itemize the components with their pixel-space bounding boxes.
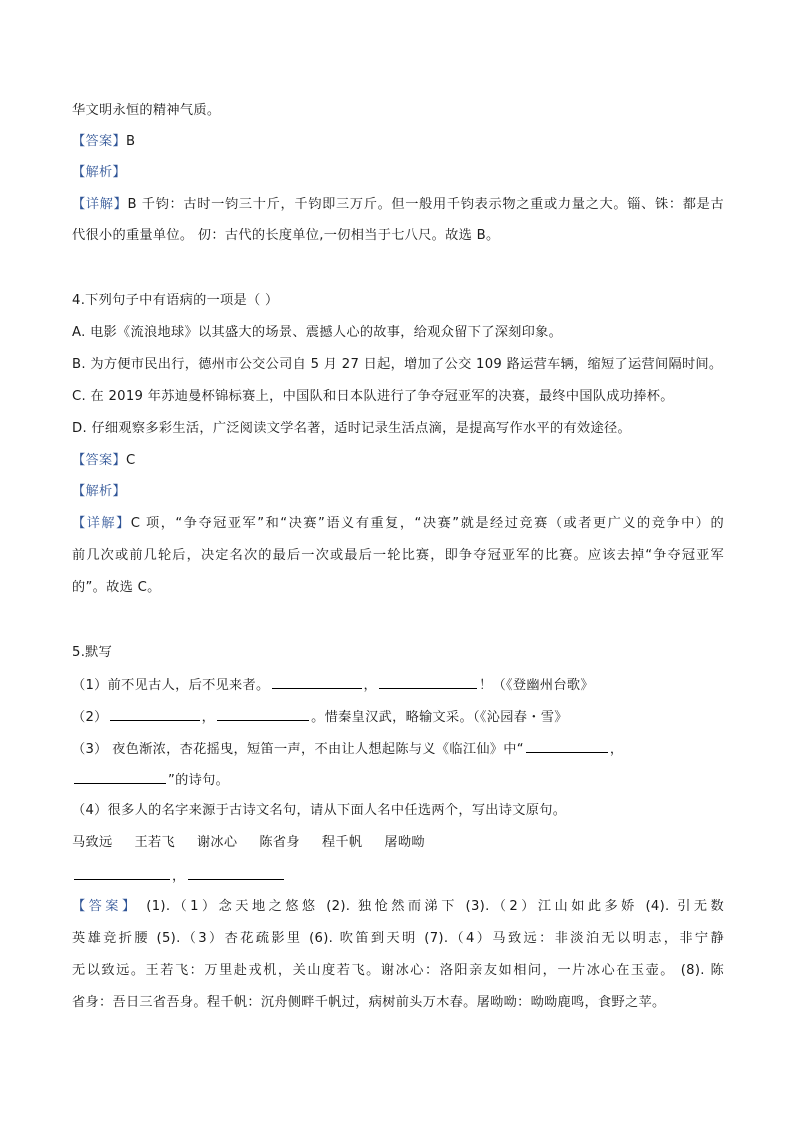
q4-option-c: C. 在 2019 年苏迪曼杯锦标赛上，中国队和日本队进行了争夺冠亚军的决赛，最终中国队成功捧杯。 [72,389,674,404]
fill-blank[interactable] [217,707,309,721]
name-3: 谢冰心 [196,835,238,850]
name-6: 屠呦呦 [384,835,425,850]
fill-blank[interactable] [110,707,200,721]
fill-blank[interactable] [74,770,166,784]
q4-detail-line-2: 前几次或前几轮后，决定名次的最后一次或最后一轮比赛，即争夺冠亚军的比赛。应该去掉“争夺冠亚军 [72,548,724,563]
answer-tag: 【答案】 [72,134,126,149]
fill-blank[interactable] [74,866,170,880]
q5-item2-sep: ， [201,710,216,725]
q4-detail-line-1 [72,515,724,533]
q4-stem: 4.下列句子中有语病的一项是（ ） [72,293,279,308]
fill-blank[interactable] [188,866,284,880]
q5-stem: 5.默写 [72,645,113,660]
q5-item-3-cont [72,770,229,790]
q5-item3-end: ”的诗句。 [168,773,230,788]
q5-item1-text: （1）前不见古人，后不见来者。 [72,678,270,693]
q4-option-b: B. 为方便市民出行，德州市公交公司自 5 月 27 日起，增加了公交 109 路运营车辆，缩短了运营间隔时间。 [72,357,723,372]
q5-answer-line-4: 省身：吾日三省吾身。程千帆：沉舟侧畔千帆过，病树前头万木春。屠呦呦：呦呦鹿鸣，食野之苹。 [72,995,666,1010]
q3-detail-text-1: B 千钧：古时一钧三十斤，千钧即三万斤。但一般用千钧表示物之重或力量之大。锱、铢：都是古 [127,197,725,212]
q5-item-1 [72,675,594,695]
q4-answer: C [125,453,136,468]
q5-item2-text: 。惜秦皇汉武，略输文采。（《沁园春・雪》 [311,710,568,725]
q3-answer-line [72,133,135,151]
q5-item3-text: （3） 夜色渐浓，杏花摇曳，短笛一声，不由让人想起陈与义《临江仙》中“ [72,742,524,757]
name-1: 马致远 [72,835,113,850]
q4-option-a: A. 电影《流浪地球》以其盛大的场景、震撼人心的故事，给观众留下了深刻印象。 [72,325,563,340]
detail-tag: 【详解】 [72,516,131,531]
q3-analysis-tag [72,164,126,182]
q5-answer-line-3: 无以致远。王若飞：万里赴戎机，关山度若飞。谢冰心：洛阳亲友如相问，一片冰心在玉壶。 (8). 陈 [72,963,724,978]
q5-item2-num: （2） [72,710,108,725]
q5-item-3 [72,739,623,759]
q5-answer-text-1: (1).（1）念天地之悠悠 (2). 独怆然而涕下 (3).（2）江山如此多娇 (4). 引无数 [138,899,724,914]
answer-tag: 【答案】 [72,453,126,468]
q5-item-4: （4）很多人的名字来源于古诗文名句，请从下面人名中任选两个，写出诗文原句。 [72,803,567,818]
q5-answer-line-2: 英雄竞折腰 (5).（3）杏花疏影里 (6). 吹笛到天明 (7).（4）马致远：非淡泊无以明志，非宁静 [72,931,724,946]
fill-blank[interactable] [379,675,477,689]
name-2: 王若飞 [134,835,175,850]
name-4: 陈省身 [259,835,300,850]
detail-tag: 【详解】 [72,197,128,212]
q5-item3-sep: ， [609,742,624,757]
analysis-tag: 【解析】 [72,165,126,180]
q4-detail-text-1: C 项，“争夺冠亚军”和“决赛”语义有重复，“决赛”就是经过竞赛（或者更广义的竞争中）的 [130,516,724,531]
q4-detail-line-3: 的”。故选 C。 [72,580,161,595]
q5-answer-line-1 [72,898,724,916]
q5-item1-sep: ， [363,678,378,693]
q3-explanation-tail: 华文明永恒的精神气质。 [72,103,221,118]
q4-answer-line [72,452,135,470]
analysis-tag: 【解析】 [72,484,126,499]
q5-item1-source: ！（《登幽州台歌》 [479,678,594,693]
q4-option-d: D. 仔细观察多彩生活，广泛阅读文学名著，适时记录生活点滴，是提高写作水平的有效途径。 [72,421,631,436]
q5-name-blanks [72,866,286,886]
q4-analysis-tag [72,483,126,501]
fill-blank[interactable] [272,675,362,689]
q5-blank-sep: ， [172,869,186,884]
answer-tag: 【答案】 [72,899,139,914]
q3-answer: B [125,134,136,149]
q5-item-2 [72,707,568,727]
name-5: 程千帆 [321,835,363,850]
q3-detail-line-2: 代很小的重量单位。 仞：古代的长度单位,一仞相当于七八尺。故选 B。 [72,228,500,243]
fill-blank[interactable] [526,739,608,753]
q5-name-list [72,834,447,852]
q3-detail-line-1 [72,196,724,214]
